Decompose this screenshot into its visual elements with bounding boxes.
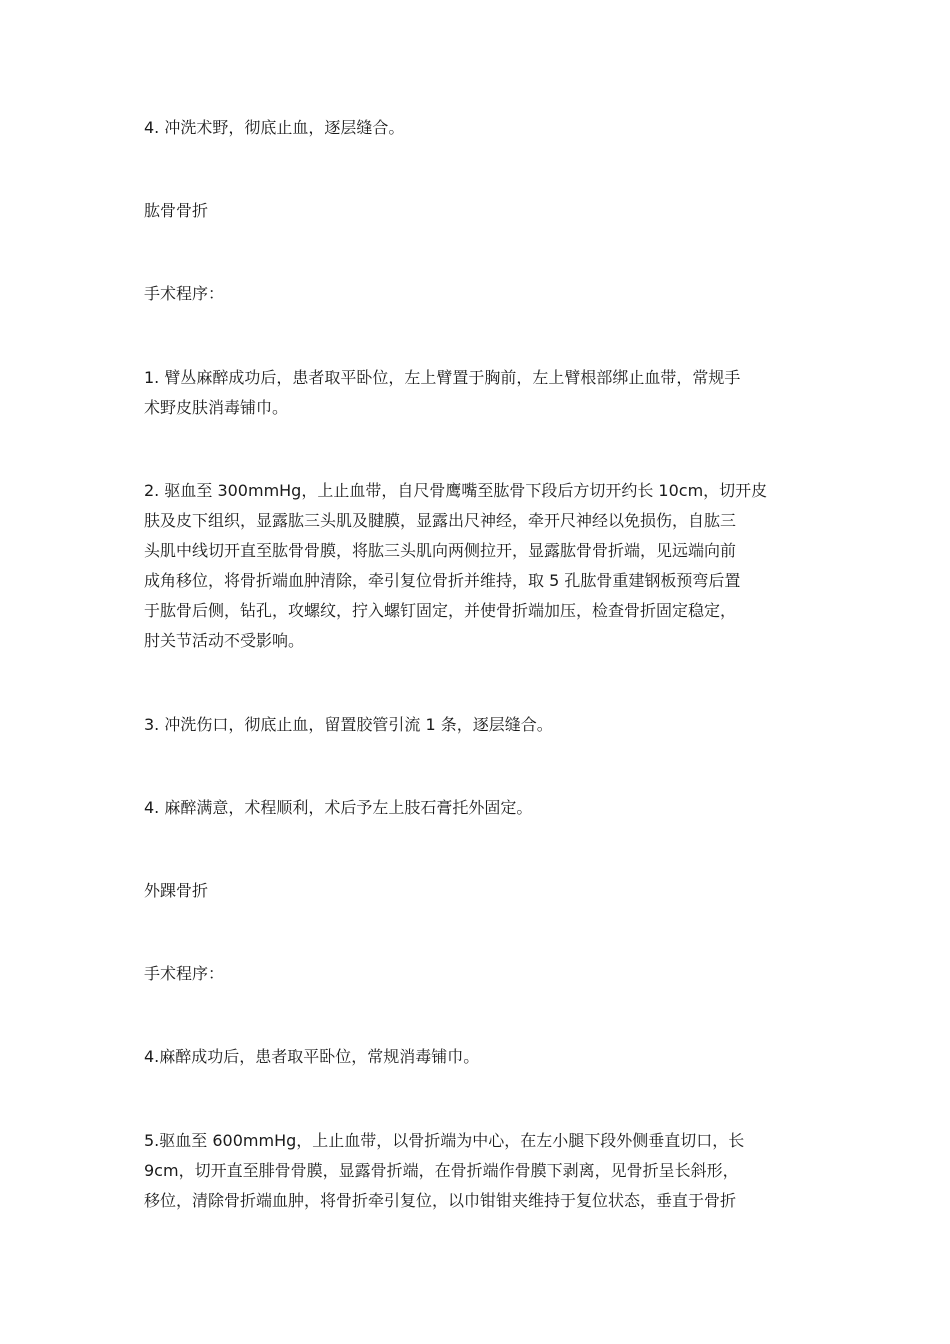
heading-lateral-malleolus-fracture (144, 876, 208, 906)
text-line: 成角移位，将骨折端血肿清除，牵引复位骨折并维持，取 5 孔肱骨重建钢板预弯后置 (144, 571, 741, 590)
paragraph-step4-ankle (144, 1042, 479, 1072)
text-line: 2. 驱血至 300mmHg，上止血带，自尺骨鹰嘴至肱骨下段后方切开约长 10cm，切开皮 (144, 481, 768, 500)
text-line: 术野皮肤消毒铺巾。 (144, 398, 289, 417)
paragraph-step3 (144, 710, 553, 740)
text-line: 3. 冲洗伤口，彻底止血，留置胶管引流 1 条，逐层缝合。 (144, 715, 553, 734)
text-line: 1. 臂丛麻醉成功后，患者取平卧位，左上臂置于胸前，左上臂根部绑止血带，常规手 (144, 368, 741, 387)
text-line: 肤及皮下组织，显露肱三头肌及腱膜，显露出尺神经，牵开尺神经以免损伤，自肱三 (144, 511, 737, 530)
text-line: 肱骨骨折 (144, 201, 209, 220)
paragraph-step1 (144, 363, 740, 423)
text-line: 手术程序： (144, 964, 225, 983)
text-line: 外踝骨折 (144, 881, 209, 900)
text-line: 4. 麻醉满意，术程顺利，术后予左上肢石膏托外固定。 (144, 798, 533, 817)
text-line: 4. 冲洗术野，彻底止血，逐层缝合。 (144, 118, 405, 137)
text-line: 4.麻醉成功后，患者取平卧位，常规消毒铺巾。 (144, 1047, 480, 1066)
text-line: 5.驱血至 600mmHg，上止血带，以骨折端为中心，在左小腿下段外侧垂直切口，长 (144, 1131, 745, 1150)
paragraph-step4-wash (144, 113, 404, 143)
text-line: 手术程序： (144, 284, 225, 303)
text-line: 头肌中线切开直至肱骨骨膜，将肱三头肌向两侧拉开，显露肱骨骨折端，见远端向前 (144, 541, 737, 560)
paragraph-step2 (144, 476, 767, 656)
text-line: 移位，清除骨折端血肿，将骨折牵引复位，以巾钳钳夹维持于复位状态，垂直于骨折 (144, 1191, 737, 1210)
heading-humerus-fracture (144, 196, 208, 226)
paragraph-step4-anesthesia (144, 793, 532, 823)
text-line: 9cm，切开直至腓骨骨膜，显露骨折端，在骨折端作骨膜下剥离，见骨折呈长斜形， (144, 1161, 739, 1180)
label-surgical-procedure (144, 279, 224, 309)
text-line: 肘关节活动不受影响。 (144, 631, 305, 650)
label-surgical-procedure-2 (144, 959, 224, 989)
text-line: 于肱骨后侧，钻孔，攻螺纹，拧入螺钉固定，并使骨折端加压，检查骨折固定稳定， (144, 601, 737, 620)
paragraph-step5-ankle (144, 1126, 744, 1216)
